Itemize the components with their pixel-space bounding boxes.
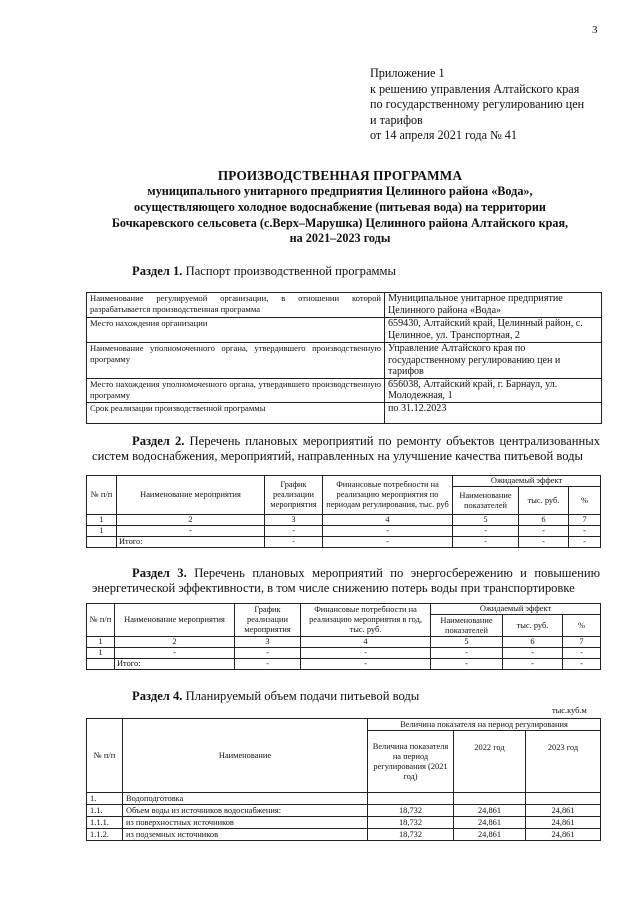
passport-value: по 31.12.2023 — [385, 402, 602, 423]
table-cell: - — [569, 537, 601, 548]
table-cell: - — [503, 648, 563, 659]
row-name: из поверхностных источников — [123, 817, 368, 829]
section4-heading — [132, 689, 419, 704]
col-name-header: Наименование мероприятия — [117, 476, 265, 515]
table-cell: 7 — [563, 637, 601, 648]
value-2022: 24,861 — [454, 817, 526, 829]
title-heading: ПРОИЗВОДСТВЕННАЯ ПРОГРАММА — [217, 168, 463, 183]
value-2021: 18,732 — [368, 817, 454, 829]
table-row — [87, 817, 601, 829]
page-number: 3 — [592, 24, 598, 36]
col-rub-header: тыс. руб. — [503, 615, 563, 637]
table-cell: 5 — [431, 637, 503, 648]
appendix-note — [370, 66, 584, 144]
col-effect-header: Ожидаемый эффект — [431, 604, 601, 615]
appendix-line: по государственному регулированию цен — [370, 97, 585, 112]
table-cell: - — [519, 537, 569, 548]
section1-heading — [132, 264, 396, 279]
table-cell: 1 — [87, 515, 117, 526]
table-row — [87, 293, 602, 318]
table-cell: - — [235, 659, 301, 670]
appendix-line: и тарифов — [370, 112, 423, 127]
table-cell: - — [301, 648, 431, 659]
table-cell: 7 — [569, 515, 601, 526]
passport-value: 659430, Алтайский край, Целинный район, с. Целинное, ул. Транспортная, 2 — [385, 318, 602, 343]
table-total-row — [87, 659, 601, 670]
table-cell: - — [265, 537, 323, 548]
col-2021-header: Величина показателя на период регулирования (2021 год) — [368, 731, 454, 793]
passport-value: 656038, Алтайский край, г. Барнаул, ул. Молодежная, 1 — [385, 378, 602, 402]
table-row — [87, 402, 602, 423]
section3-heading — [92, 566, 600, 596]
col-finance-header: Финансовые потребности на реализацию мероприятия по периодам регулирования, тыс. руб — [323, 476, 453, 515]
value-2022: 24,861 — [454, 805, 526, 817]
table-cell: 1 — [87, 648, 115, 659]
passport-label: Срок реализации производственной программы — [87, 402, 385, 423]
table-row — [87, 637, 601, 648]
title-line: на 2021–2023 годы — [289, 231, 391, 246]
col-pct-header: % — [563, 615, 601, 637]
passport-label: Наименование регулируемой организации, в отношении которой разрабатывается производственная программа — [87, 293, 385, 318]
col-name-header: Наименование мероприятия — [115, 604, 235, 637]
passport-label: Место нахождения уполномоченного органа, утвердившего производственную программу — [87, 378, 385, 402]
value-2021 — [368, 793, 454, 805]
table-total-row — [87, 537, 601, 548]
repair-measures-table — [86, 475, 601, 548]
table-cell: 3 — [235, 637, 301, 648]
table-cell: 4 — [323, 515, 453, 526]
table-row — [87, 805, 601, 817]
col-effect-header: Ожидаемый эффект — [453, 476, 601, 487]
section-title: Планируемый объем подачи питьевой воды — [185, 689, 420, 703]
section-label: Раздел 4. — [132, 689, 183, 703]
title-line: муниципального унитарного предприятия Целинного района «Вода», — [147, 184, 533, 198]
section-label: Раздел 1. — [132, 264, 183, 278]
table-cell: 6 — [503, 637, 563, 648]
table-cell: 6 — [519, 515, 569, 526]
col-num-header: № п/п — [87, 604, 115, 637]
title-line: Бочкаревского сельсовета (с.Верх–Марушка) Целинного района Алтайского края, — [111, 215, 569, 230]
value-2023 — [526, 793, 601, 805]
appendix-line: от 14 апреля 2021 года № 41 — [370, 128, 517, 143]
energy-measures-table — [86, 603, 601, 670]
col-schedule-header: График реализации мероприятия — [235, 604, 301, 637]
col-num-header: № п/п — [87, 719, 123, 793]
table-cell: - — [115, 648, 235, 659]
row-name: Водоподготовка — [123, 793, 368, 805]
table-cell: - — [235, 648, 301, 659]
table-row — [87, 648, 601, 659]
section-label: Раздел 2. — [132, 434, 185, 448]
table-cell: - — [563, 659, 601, 670]
table-cell: 4 — [301, 637, 431, 648]
table-cell: - — [323, 526, 453, 537]
document-title — [60, 168, 620, 247]
value-2023: 24,861 — [526, 805, 601, 817]
table-cell: - — [117, 526, 265, 537]
passport-value: Управление Алтайского края по государственному регулированию цен и тарифов — [385, 343, 602, 379]
value-2021: 18,732 — [368, 805, 454, 817]
title-line: осуществляющего холодное водоснабжение (питьевая вода) на территории — [134, 199, 546, 214]
col-rub-header: тыс. руб. — [519, 487, 569, 515]
table-cell: - — [563, 648, 601, 659]
value-2021: 18,732 — [368, 829, 454, 841]
table-cell: 1 — [87, 637, 115, 648]
value-2022: 24,861 — [454, 829, 526, 841]
row-num: 1.1.2. — [87, 829, 123, 841]
table-cell: - — [301, 659, 431, 670]
unit-label: тыс.куб.м — [552, 706, 587, 715]
col-2023-header: 2023 год — [526, 731, 601, 793]
table-row — [87, 378, 602, 402]
table-cell: 5 — [453, 515, 519, 526]
col-2022-header: 2022 год — [454, 731, 526, 793]
col-pct-header: % — [569, 487, 601, 515]
value-2023: 24,861 — [526, 817, 601, 829]
row-name: Объем воды из источников водоснабжения: — [123, 805, 368, 817]
appendix-line: Приложение 1 — [370, 66, 445, 80]
table-row — [87, 829, 601, 841]
col-indicators-header: Наименование показателей — [453, 487, 519, 515]
table-cell: - — [453, 537, 519, 548]
appendix-line: к решению управления Алтайского края — [370, 81, 580, 96]
table-row — [87, 343, 602, 379]
table-cell: - — [503, 659, 563, 670]
table-row — [87, 793, 601, 805]
row-name: из подземных источников — [123, 829, 368, 841]
row-num: 1. — [87, 793, 123, 805]
table-cell: 1 — [87, 526, 117, 537]
col-finance-header: Финансовые потребности на реализацию мероприятия в год, тыс. руб. — [301, 604, 431, 637]
table-cell — [87, 537, 117, 548]
table-cell: - — [431, 659, 503, 670]
table-cell: - — [431, 648, 503, 659]
table-cell: - — [569, 526, 601, 537]
table-cell: - — [519, 526, 569, 537]
row-num: 1.1.1. — [87, 817, 123, 829]
table-row — [87, 515, 601, 526]
table-header-row — [87, 604, 601, 615]
value-2023: 24,861 — [526, 829, 601, 841]
table-row — [87, 318, 602, 343]
value-2022 — [454, 793, 526, 805]
passport-table — [86, 292, 602, 424]
col-num-header: № п/п — [87, 476, 117, 515]
table-cell — [87, 659, 115, 670]
table-cell: 2 — [117, 515, 265, 526]
col-schedule-header: График реализации мероприятия — [265, 476, 323, 515]
total-label: Итого: — [115, 659, 235, 670]
section-label: Раздел 3. — [132, 566, 187, 580]
passport-value: Муниципальное унитарное предприятие Целинного района «Вода» — [385, 293, 602, 318]
table-header-row — [87, 719, 601, 731]
water-volume-table — [86, 718, 601, 841]
section2-heading — [92, 434, 600, 464]
passport-label: Наименование уполномоченного органа, утвердившего производственную программу — [87, 343, 385, 379]
section-title: Перечень плановых мероприятий по ремонту объектов централизованных систем водоснабжения, мероприятий, направленных на улучшение качества питьевой воды — [92, 434, 600, 463]
col-name-header: Наименование — [123, 719, 368, 793]
table-cell: - — [265, 526, 323, 537]
section-title: Паспорт производственной программы — [185, 264, 396, 278]
table-header-row — [87, 476, 601, 487]
table-cell: - — [323, 537, 453, 548]
table-row — [87, 526, 601, 537]
table-cell: 3 — [265, 515, 323, 526]
col-group-header: Величина показателя на период регулирования — [368, 719, 601, 731]
section-title: Перечень плановых мероприятий по энергосбережению и повышению энергетической эффективности, в том числе снижению потерь воды при транспортировке — [92, 566, 600, 595]
col-indicators-header: Наименование показателей — [431, 615, 503, 637]
passport-label: Место нахождения организации — [87, 318, 385, 343]
total-label: Итого: — [117, 537, 265, 548]
table-cell: - — [453, 526, 519, 537]
table-cell: 2 — [115, 637, 235, 648]
row-num: 1.1. — [87, 805, 123, 817]
